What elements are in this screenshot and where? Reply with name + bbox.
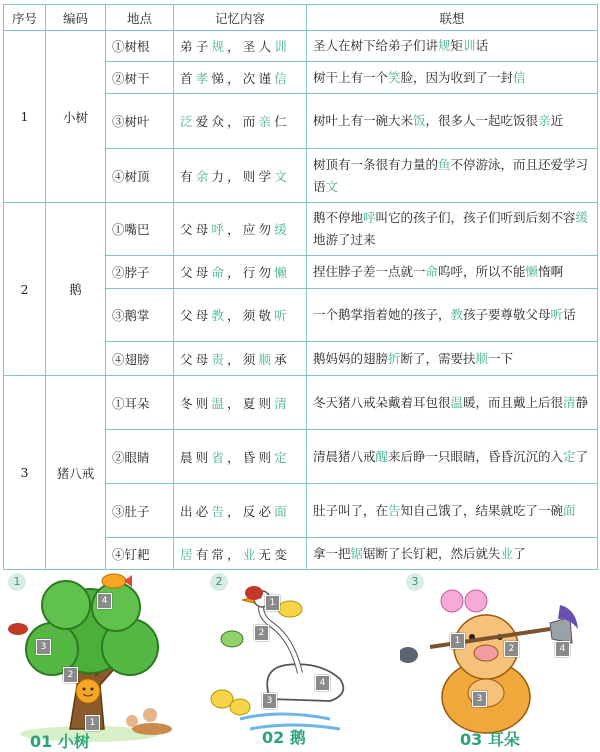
memo-cell: 弟子规，圣人训	[174, 31, 307, 62]
place-cell: ③鹅掌	[106, 289, 174, 342]
location-tag: 3	[262, 693, 277, 709]
association-cell: 鹅妈妈的翅膀折断了，需要扶顺一下	[307, 342, 598, 376]
header-association: 联想	[307, 5, 598, 31]
memo-cell: 父母责，须顺承	[174, 342, 307, 376]
place-cell: ②脖子	[106, 256, 174, 289]
place-cell: ③肚子	[106, 484, 174, 538]
memo-cell: 晨则省，昏则定	[174, 430, 307, 484]
place-cell: ②眼睛	[106, 430, 174, 484]
location-tag: 2	[63, 667, 78, 683]
location-tag: 4	[97, 593, 112, 609]
location-tag: 4	[315, 675, 330, 691]
picture-number-badge: 3	[406, 573, 424, 591]
location-tag: 3	[472, 691, 487, 707]
association-cell: 冬天猪八戒朵戴着耳包很温暖，而且戴上后很清静	[307, 376, 598, 430]
location-tag: 1	[85, 715, 100, 731]
association-cell: 捏住脖子差一点就一命呜呼，所以不能懒惰啊	[307, 256, 598, 289]
picture-caption: 03 耳朵	[460, 730, 520, 749]
table-header-row	[4, 5, 598, 31]
association-cell: 树干上有一个笑脸，因为收到了一封信	[307, 62, 598, 94]
place-cell: ①耳朵	[106, 376, 174, 430]
association-cell: 鹅不停地呼叫它的孩子们，孩子们听到后刻不容缓地游了过来	[307, 203, 598, 256]
place-cell: ②树干	[106, 62, 174, 94]
picture-number-badge: 2	[210, 573, 228, 591]
picture-caption: 02 鹅	[262, 728, 306, 747]
group-number: 1	[4, 31, 46, 203]
goose-illustration	[200, 569, 400, 752]
picture-caption: 01 小树	[30, 732, 90, 751]
memo-cell: 父母命，行勿懒	[174, 256, 307, 289]
association-cell: 拿一把锯锯断了长钉耙，然后就失业了	[307, 538, 598, 570]
group-number: 3	[4, 376, 46, 570]
place-cell: ①树根	[106, 31, 174, 62]
place-cell: ①嘴巴	[106, 203, 174, 256]
memory-table	[3, 4, 598, 570]
memo-cell: 首孝悌，次谨信	[174, 62, 307, 94]
table-row	[4, 376, 598, 430]
group-code: 猪八戒	[46, 376, 106, 570]
location-tag: 1	[265, 595, 280, 611]
pig-illustration	[400, 569, 600, 752]
association-cell: 清晨猪八戒醒来后睁一只眼睛，昏昏沉沉的入定了	[307, 430, 598, 484]
memo-cell: 有余力，则学文	[174, 149, 307, 203]
table-row	[4, 31, 598, 62]
location-tag: 3	[36, 639, 51, 655]
location-tag: 1	[450, 633, 465, 649]
header-no: 序号	[4, 5, 46, 31]
place-cell: ④钉耙	[106, 538, 174, 570]
header-memo: 记忆内容	[174, 5, 307, 31]
association-cell: 树叶上有一碗大米饭，很多人一起吃饭很亲近	[307, 94, 598, 149]
place-cell: ④树顶	[106, 149, 174, 203]
group-code: 小树	[46, 31, 106, 203]
header-code: 编码	[46, 5, 106, 31]
header-place: 地点	[106, 5, 174, 31]
location-tag: 2	[254, 625, 269, 641]
group-code: 鹅	[46, 203, 106, 376]
memo-cell: 父母教，须敬听	[174, 289, 307, 342]
association-cell: 圣人在树下给弟子们讲规矩训话	[307, 31, 598, 62]
memo-cell: 冬则温，夏则清	[174, 376, 307, 430]
table-row	[4, 203, 598, 256]
tree-illustration	[0, 569, 200, 752]
memo-cell: 泛爱众，而亲仁	[174, 94, 307, 149]
group-number: 2	[4, 203, 46, 376]
association-cell: 树顶有一条很有力量的鱼不停游泳，而且还爱学习语文	[307, 149, 598, 203]
memo-cell: 父母呼，应勿缓	[174, 203, 307, 256]
picture-number-badge: 1	[8, 573, 26, 591]
memo-cell: 出必告，反必面	[174, 484, 307, 538]
place-cell: ③树叶	[106, 94, 174, 149]
association-cell: 一个鹅掌指着她的孩子，教孩子要尊敬父母听话	[307, 289, 598, 342]
location-tag: 2	[504, 641, 519, 657]
memo-cell: 居有常，业无变	[174, 538, 307, 570]
association-cell: 肚子叫了，在告知自己饿了，结果就吃了一碗面	[307, 484, 598, 538]
pig-drawing	[400, 569, 600, 752]
place-cell: ④翅膀	[106, 342, 174, 376]
location-tag: 4	[555, 641, 570, 657]
